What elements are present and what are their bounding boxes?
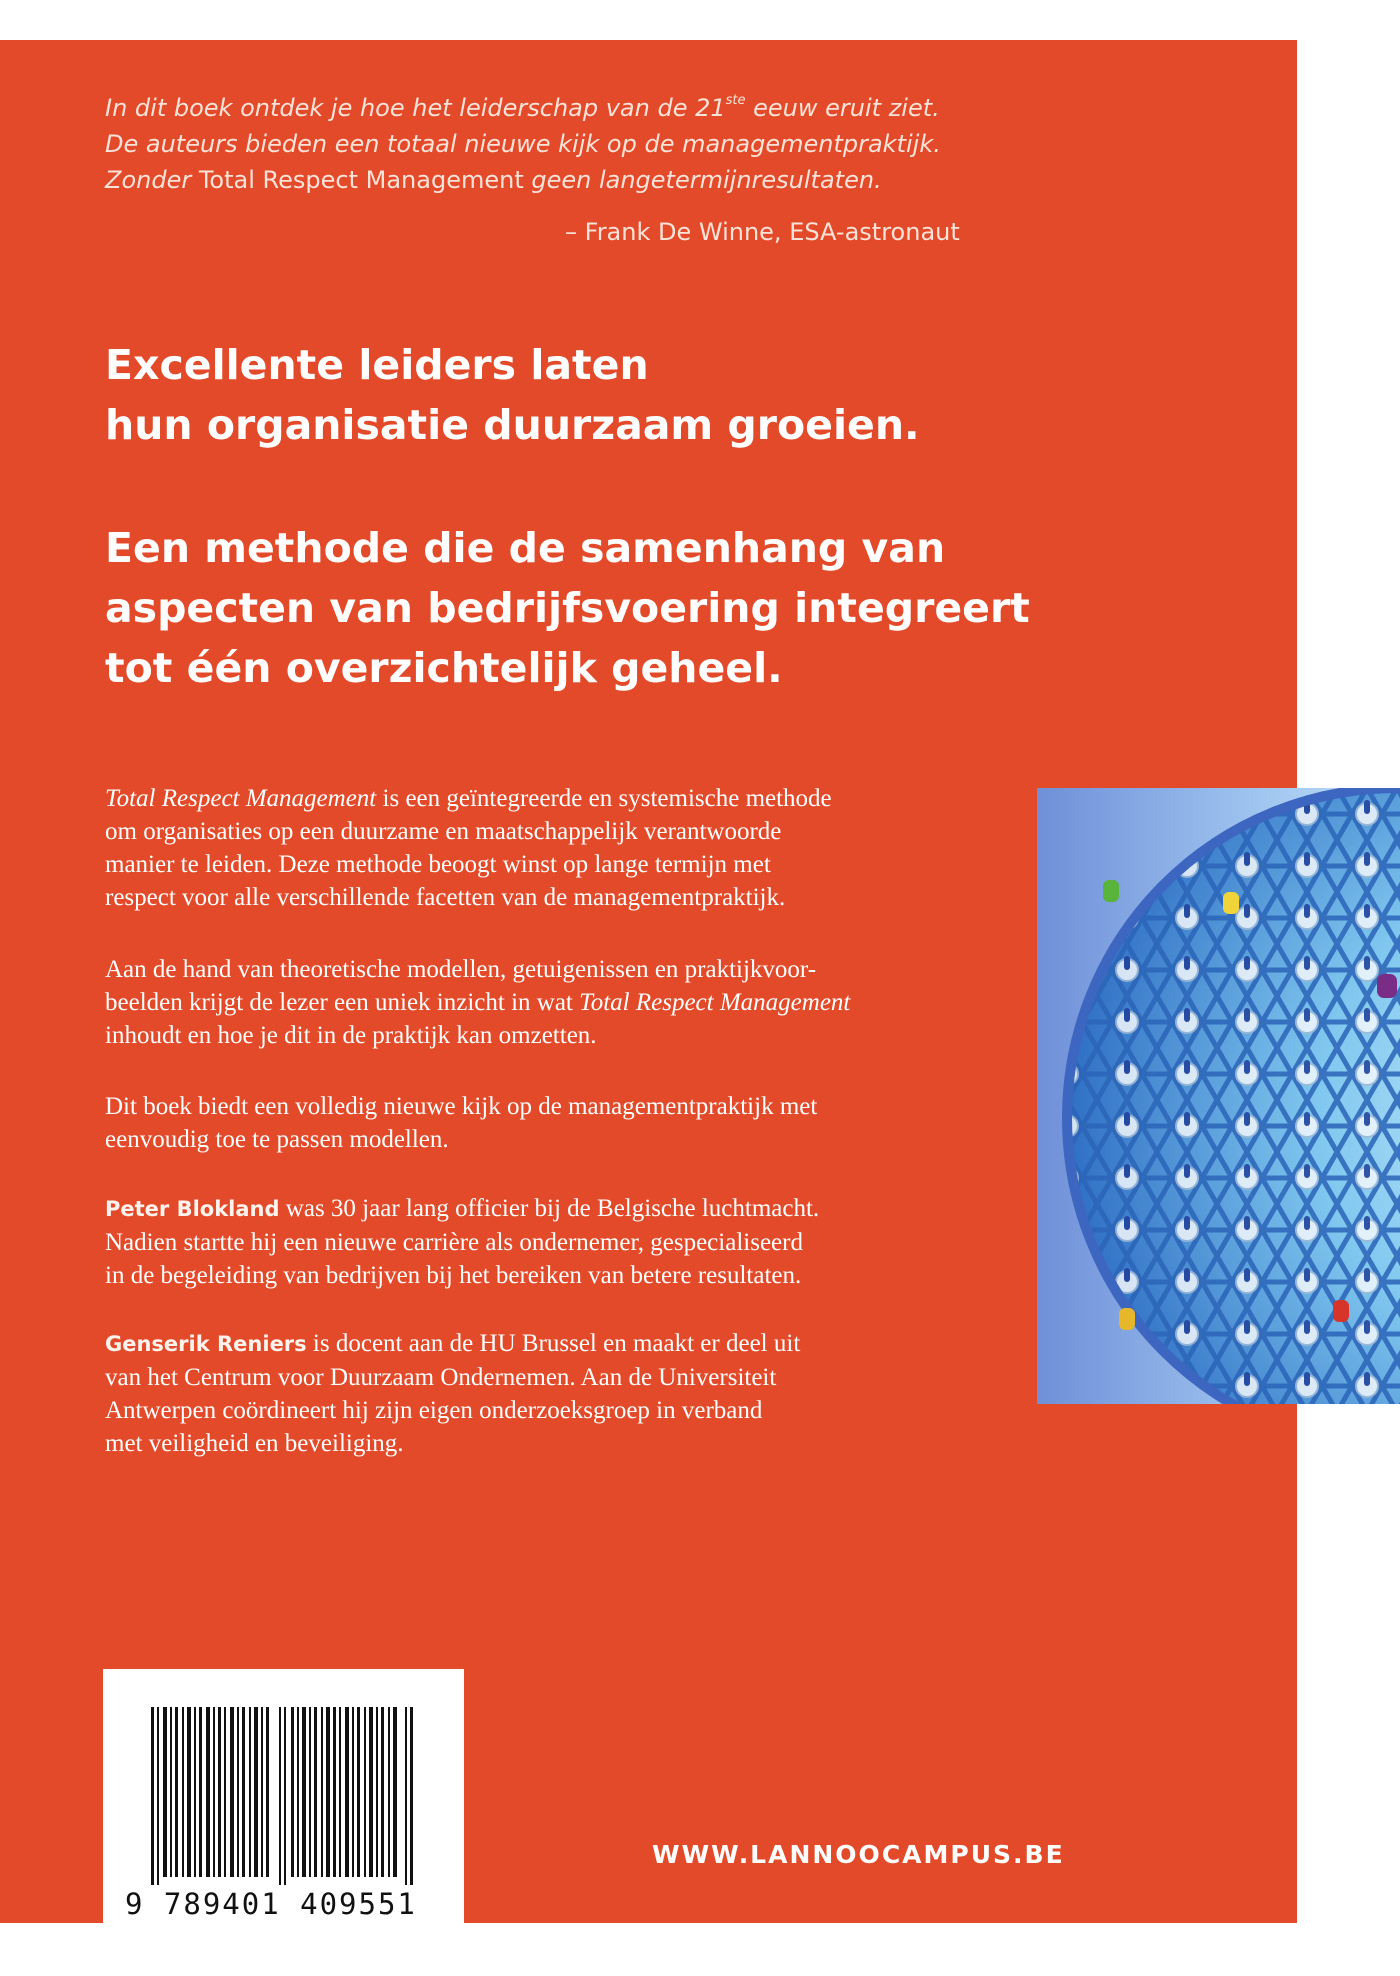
quote-line-3: Zonder Total Respect Management geen langetermijnresultaten. [105, 166, 882, 194]
paragraph-summary: Dit boek biedt een volledig nieuwe kijk op de managementpraktijk met eenvoudig toe te passen modellen. [105, 1093, 818, 1153]
author-bio-peter-blokland: Peter Blokland was 30 jaar lang officier bij de Belgische luchtmacht. Nadien startte hij een nieuwe carrière als ondernemer, gespecialiseerd in de begeleiding van bedrijven bij het bereiken van betere resultaten. [105, 1195, 820, 1289]
publisher-website: WWW.LANNOOCAMPUS.BE [652, 1840, 1065, 1869]
isbn-digits: 9 789401 409551 [125, 1887, 417, 1921]
barcode-bars [103, 1669, 464, 1923]
paragraph-models: Aan de hand van theoretische modellen, getuigenissen en praktijkvoor- beelden krijgt de lezer een uniek inzicht in wat Total Respect Management inhoudt en hoe je dit in de praktijk kan omzetten. [105, 956, 851, 1049]
barcode [103, 1669, 464, 1923]
quote-attribution: – Frank De Winne, ESA-astronaut [565, 218, 960, 246]
headline-method: Een methode die de samenhang van aspecten van bedrijfsvoering integreert tot één overzichtelijk geheel. [105, 524, 1030, 692]
author-bio-genserik-reniers: Genserik Reniers is docent aan de HU Brussel en maakt er deel uit van het Centrum voor Duurzaam Ondernemen. Aan de Universiteit Antwerpen coördineert hij zijn eigen onderzoeksgroep in verband met veiligheid en beveiliging. [105, 1330, 801, 1457]
book-title-mention: Total Respect Management [198, 166, 524, 194]
book-title: Total Respect Management [105, 785, 377, 812]
quote-line-2: De auteurs bieden een totaal nieuwe kijk op de managementpraktijk. [105, 130, 941, 158]
paragraph-intro: Total Respect Management is een geïntegreerde en systemische methode om organisaties op een duurzame en maatschappelijk verantwoorde manier te leiden. Deze methode beoogt winst op lange termijn met respect voor alle verschillende facetten van de managementpraktijk. [105, 785, 832, 911]
endorsement-quote [105, 90, 1005, 198]
headline-leaders: Excellente leiders laten hun organisatie duurzaam groeien. [105, 341, 920, 449]
quote-line-1: In dit boek ontdek je hoe het leiderschap van de 21ste eeuw eruit ziet. [105, 93, 940, 122]
author-name: Peter Blokland [105, 1197, 280, 1221]
author-name: Genserik Reniers [105, 1332, 307, 1356]
network-globe-photo [1037, 788, 1400, 1404]
network-globe-illustration [1037, 788, 1400, 1404]
superscript-ste: ste [725, 93, 746, 108]
book-title: Total Respect Management [579, 989, 851, 1016]
